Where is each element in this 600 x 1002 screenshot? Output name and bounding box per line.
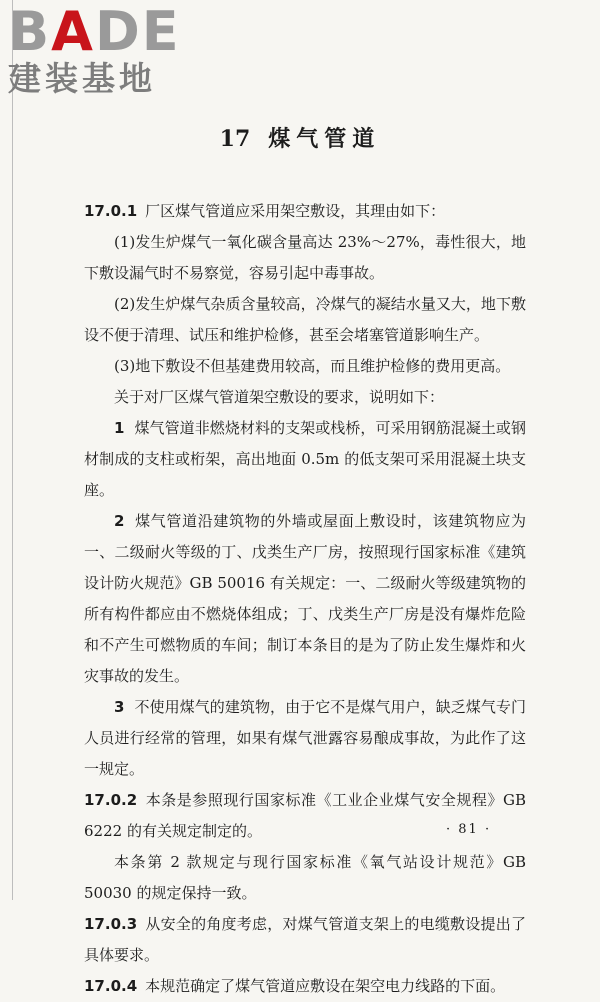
paragraph: 本条第 2 款规定与现行国家标准《氧气站设计规范》GB 50030 的规定保持一致。 xyxy=(84,853,526,902)
paragraph xyxy=(84,413,526,506)
item-number: 2 xyxy=(114,512,125,530)
logo-wordmark xyxy=(8,0,181,63)
paragraph: (3)地下敷设不但基建费用较高，而且维护检修的费用更高。 xyxy=(114,357,511,375)
clause-number: 17.0.1 xyxy=(84,202,138,220)
chapter-title-text: 煤气管道 xyxy=(268,126,381,152)
chapter-title xyxy=(0,122,600,153)
paragraph: (2)发生炉煤气杂质含量较高，冷煤气的凝结水量又大，地下敷设不便于清理、试压和维护检修，甚至会堵塞管道影响生产。 xyxy=(84,295,526,344)
item-number: 1 xyxy=(114,419,125,437)
paragraph-text: 本规范确定了煤气管道应敷设在架空电力线路的下面。 xyxy=(145,977,506,995)
logo-subtitle: 建装基地 xyxy=(8,59,156,98)
paragraph xyxy=(84,971,526,1002)
clause-number: 17.0.4 xyxy=(84,977,138,995)
paragraph xyxy=(84,196,526,227)
paragraph xyxy=(84,909,526,971)
item-number: 3 xyxy=(114,698,125,716)
paragraph-text: 本条是参照现行国家标准《工业企业煤气安全规程》GB 6222 的有关规定制定的。 xyxy=(84,791,526,840)
paragraph-text: 煤气管道非燃烧材料的支架或栈桥，可采用钢筋混凝土或钢材制成的支柱或桁架，高出地面 0.5m 的低支架可采用混凝土块支座。 xyxy=(84,419,526,499)
paragraph: (1)发生炉煤气一氧化碳含量高达 23%～27%，毒性很大，地下敷设漏气时不易察觉，容易引起中毒事故。 xyxy=(84,233,526,282)
clause-number: 17.0.3 xyxy=(84,915,138,933)
page-number: · 81 · xyxy=(446,822,492,837)
paragraph xyxy=(84,692,526,785)
clause-number: 17.0.2 xyxy=(84,791,138,809)
paragraph xyxy=(84,785,526,847)
paragraph: 关于对厂区煤气管道架空敷设的要求，说明如下： xyxy=(114,388,445,406)
paragraph-text: 从安全的角度考虑，对煤气管道支架上的电缆敷设提出了具体要求。 xyxy=(84,915,526,964)
logo-letters-pre: B xyxy=(8,0,52,63)
paragraph-text: 不使用煤气的建筑物，由于它不是煤气用户，缺乏煤气专门人员进行经常的管理，如果有煤气泄露容易酿成事故，为此作了这一规定。 xyxy=(84,698,526,778)
logo xyxy=(8,0,181,98)
paragraph xyxy=(84,506,526,692)
logo-letters-post: DE xyxy=(94,0,181,63)
paragraph-text: 煤气管道沿建筑物的外墙或屋面上敷设时，该建筑物应为一、二级耐火等级的丁、戊类生产厂房，按照现行国家标准《建筑设计防火规范》GB 50016 有关规定：一、二级耐火等级建筑物的所有构件都应由不燃烧体组成；丁、戊类生产厂房是没有爆炸危险和不产生可燃物质的车间；制订本条目的是为了防止发生爆炸和火灾事故的发生。 xyxy=(84,512,526,685)
chapter-number: 17 xyxy=(219,126,251,152)
logo-letter-accent: A xyxy=(51,0,95,63)
paragraph-text: 厂区煤气管道应采用架空敷设，其理由如下： xyxy=(145,202,446,220)
page-body xyxy=(84,196,526,1002)
